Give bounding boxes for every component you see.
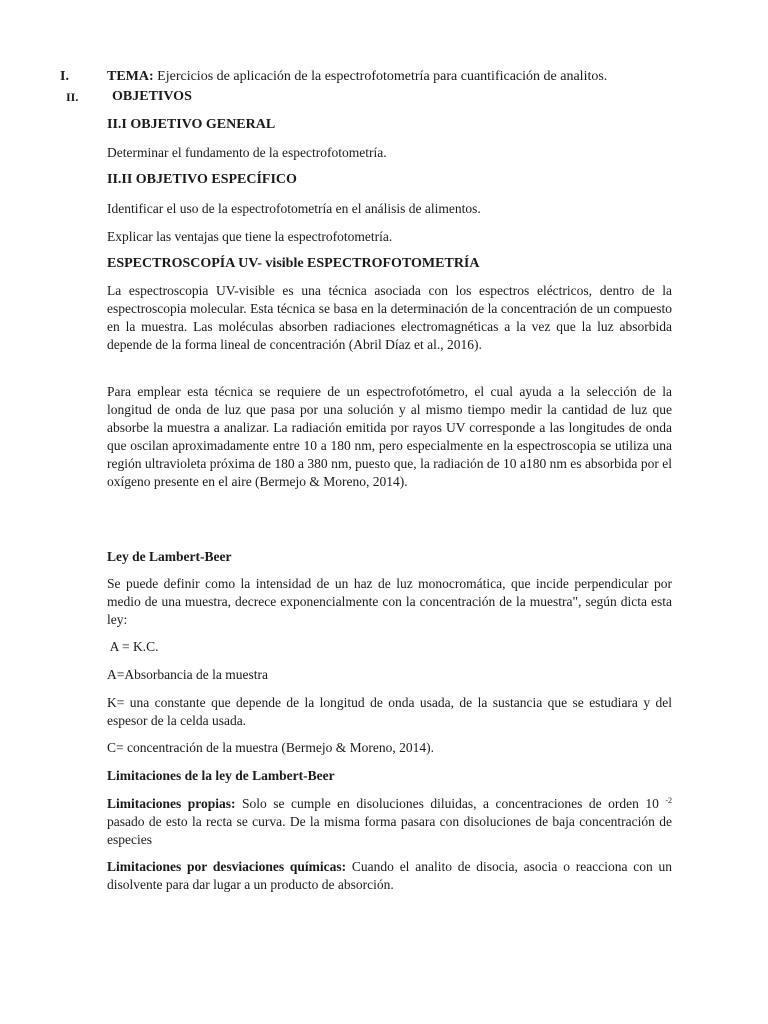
limitations-chemical xyxy=(107,858,672,894)
definition-a: A=Absorbancia de la muestra xyxy=(107,667,268,682)
lambert-heading: Ley de Lambert-Beer xyxy=(107,549,232,564)
section-numeral: I. xyxy=(60,69,69,84)
exponent: -2 xyxy=(665,796,672,805)
section-numeral: II. xyxy=(66,90,79,104)
uv-heading: ESPECTROSCOPÍA UV- visible ESPECTROFOTOMETRÍA xyxy=(107,256,480,271)
tema-text: Ejercicios de aplicación de la espectrofotometría para cuantificación de analitos. xyxy=(153,69,608,84)
limitations-own-label: Limitaciones propias: xyxy=(107,796,236,811)
specific-objective-heading: II.II OBJETIVO ESPECÍFICO xyxy=(107,172,297,187)
general-objective-heading: II.I OBJETIVO GENERAL xyxy=(107,117,276,132)
limitations-own-text-b: pasado de esto la recta se curva. De la misma forma pasara con disoluciones de baja concentración de especies xyxy=(107,814,672,847)
general-objective-text: Determinar el fundamento de la espectrofotometría. xyxy=(107,145,387,160)
limitations-own-text-a: Solo se cumple en disoluciones diluidas, a concentraciones de orden 10 xyxy=(235,796,666,811)
definition-c: C= concentración de la muestra (Bermejo & Moreno, 2014). xyxy=(107,740,435,755)
lambert-formula: A = K.C. xyxy=(107,639,159,654)
definition-k: K= una constante que depende de la longitud de onda usada, de la sustancia que se estudiara y del espesor de la celda usada. xyxy=(107,695,672,728)
limitations-own xyxy=(107,795,672,849)
objetivos-label: OBJETIVOS xyxy=(112,89,192,104)
limitations-heading: Limitaciones de la ley de Lambert-Beer xyxy=(107,768,335,783)
lambert-paragraph: Se puede definir como la intensidad de un haz de luz monocromática, que incide perpendicular por medio de una muestra, decrece exponencialmente con la concentración de la muestra", según dicta esta ley: xyxy=(107,576,672,627)
tema-label: TEMA: xyxy=(107,69,154,84)
specific-objective-item: Identificar el uso de la espectrofotometría en el análisis de alimentos. xyxy=(107,201,481,216)
limitations-chemical-text: Cuando el analito de disocia, asocia o reacciona con un disolvente para dar lugar a un producto de absorción. xyxy=(107,859,672,892)
uv-paragraph-1: La espectroscopia UV-visible es una técnica asociada con los espectros eléctricos, dentro de la espectroscopia molecular. Esta técnica se basa en la determinación de la concentración de un compuesto en la muestra. Las moléculas absorben radiaciones electromagnéticas a la vez que la luz absorbida depende de la forma lineal de concentración (Abril Díaz et al., 2016). xyxy=(107,283,672,352)
limitations-chemical-label: Limitaciones por desviaciones químicas: xyxy=(107,859,347,874)
specific-objective-item: Explicar las ventajas que tiene la espectrofotometría. xyxy=(107,229,393,244)
uv-paragraph-2: Para emplear esta técnica se requiere de un espectrofotómetro, el cual ayuda a la selección de la longitud de onda de luz que pasa por una solución y al mismo tiempo medir la cantidad de luz que absorbe la muestra a analizar. La radiación emitida por rayos UV corresponde a las longitudes de onda que oscilan aproximadamente entre 10 a 180 nm, pero especialmente en la espectroscopia se utiliza una región ultravioleta próxima de 180 a 380 nm, puesto que, la radiación de 10 a180 nm es absorbida por el oxígeno presente en el aire (Bermejo & Moreno, 2014). xyxy=(107,384,672,489)
